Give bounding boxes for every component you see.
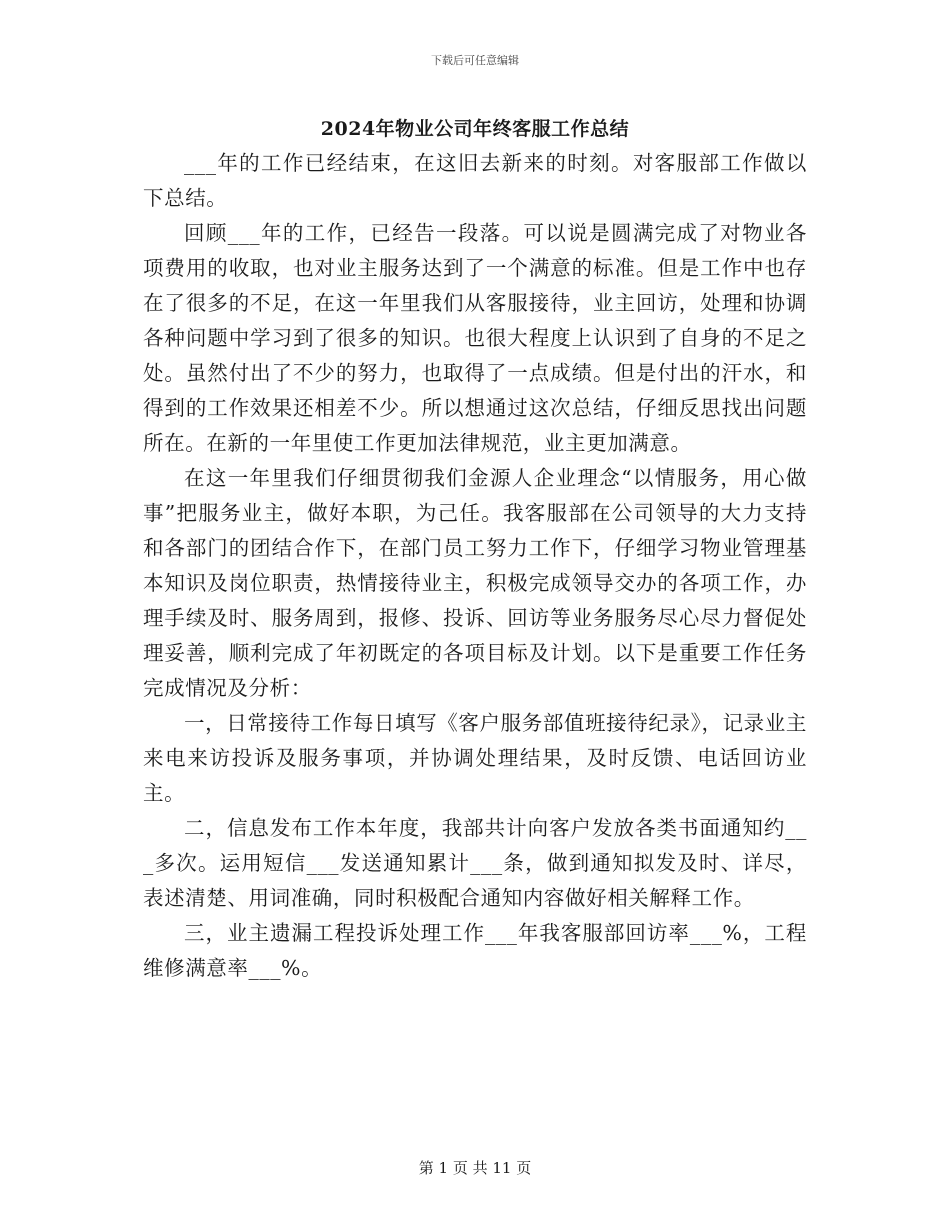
paragraph-item-1: 一，日常接待工作每日填写《客户服务部值班接待纪录》，记录业主来电来访投诉及服务事项，并协调处理结果，及时反馈、电话回访业主。	[143, 711, 807, 805]
page-footer: 第 1 页 共 11 页	[418, 1159, 532, 1177]
paragraph-philosophy: 在这一年里我们仔细贯彻我们金源人企业理念“以情服务，用心做事”把服务业主，做好本职，为己任。我客服部在公司领导的大力支持和各部门的团结合作下，在部门员工努力工作下，仔细学习物业管理基本知识及岗位职责，热情接待业主，积极完成领导交办的各项工作，办理手续及时、服务周到，报修、投诉、回访等业务服务尽心尽力督促处理妥善，顺利完成了年初既定的各项目标及计划。以下是重要工作任务完成情况及分析：	[143, 466, 807, 700]
paragraph-intro: ___年的工作已经结束，在这旧去新来的时刻。对客服部工作做以下总结。	[143, 151, 807, 210]
paragraph-item-2: 二，信息发布工作本年度，我部共计向客户发放各类书面通知约___多次。运用短信___发送通知累计___条，做到通知拟发及时、详尽，表述清楚、用词准确，同时积极配合通知内容做好相关解释工作。	[143, 816, 807, 910]
document-body	[143, 146, 807, 986]
paragraph-item-3: 三，业主遗漏工程投诉处理工作___年我客服部回访率___%，工程维修满意率___%。	[143, 921, 807, 980]
document-title: 2024年物业公司年终客服工作总结	[320, 118, 630, 140]
header-note: 下载后可任意编辑	[431, 54, 519, 67]
paragraph-review: 回顾___年的工作，已经告一段落。可以说是圆满完成了对物业各项费用的收取，也对业主服务达到了一个满意的标准。但是工作中也存在了很多的不足，在这一年里我们从客服接待，业主回访，处理和协调各种问题中学习到了很多的知识。也很大程度上认识到了自身的不足之处。虽然付出了不少的努力，也取得了一点成绩。但是付出的汗水，和得到的工作效果还相差不少。所以想通过这次总结，仔细反思找出问题所在。在新的一年里使工作更加法律规范，业主更加满意。	[143, 221, 807, 455]
